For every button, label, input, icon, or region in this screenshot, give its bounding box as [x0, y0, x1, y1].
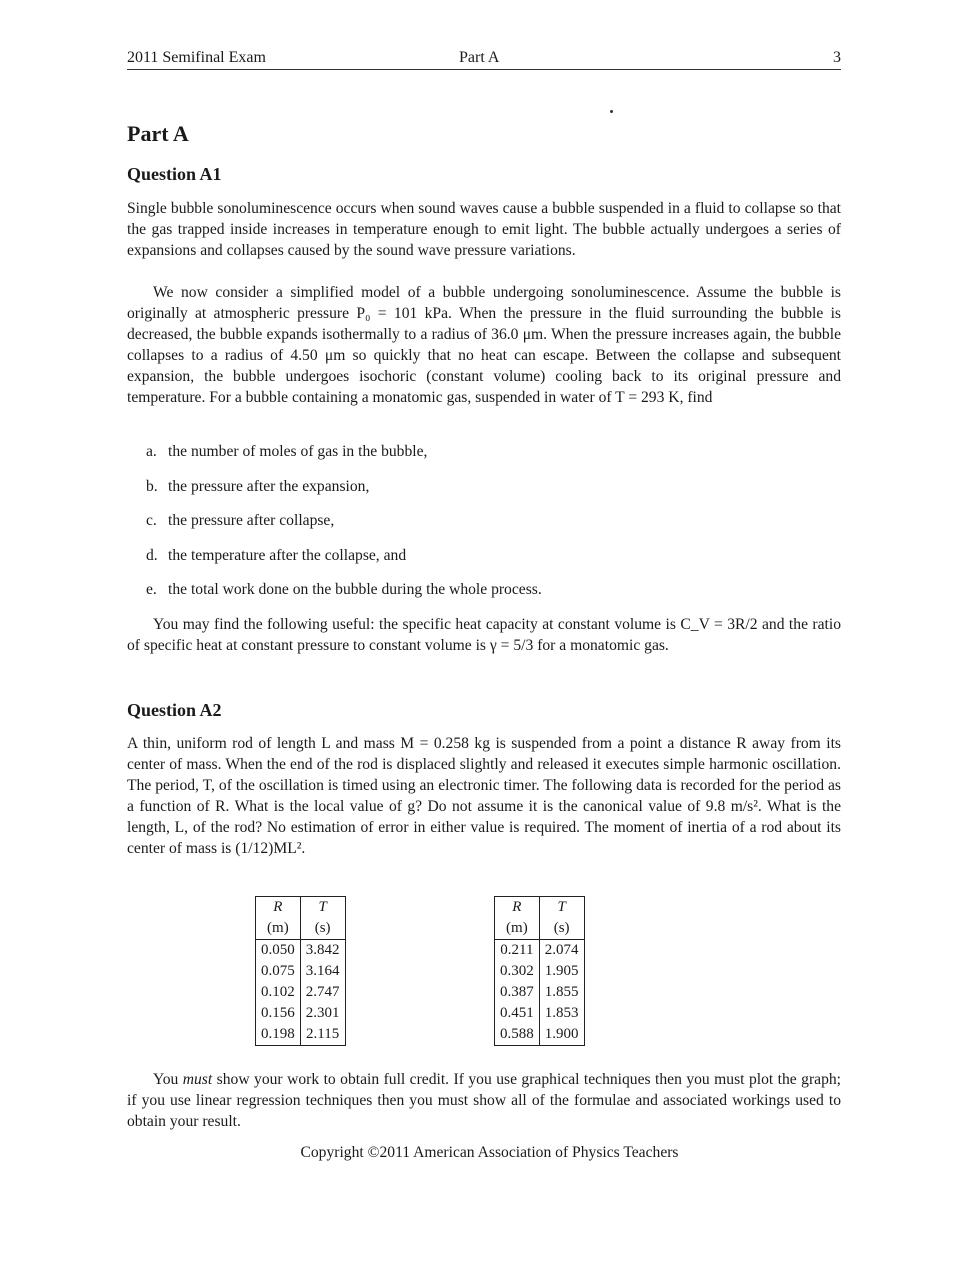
stray-mark: [610, 110, 613, 113]
list-item: e. the total work done on the bubble during the whole process.: [146, 581, 542, 598]
table-row: 0.588 1.900: [495, 1024, 585, 1046]
page-number: 3: [833, 49, 841, 66]
section-label: Part A: [459, 49, 500, 66]
part-title: Part A: [127, 121, 189, 146]
table-row: 0.302 1.905: [495, 961, 585, 982]
table-row: 0.075 3.164: [256, 961, 346, 982]
question-a1-note: You may find the following useful: the specific heat capacity at constant volume is C_V = 3R/2 and the ratio of specific heat at constant pressure to constant volume is γ = 5/3 for a monatomic gas.: [127, 616, 841, 654]
copyright-notice: Copyright ©2011 American Association of Physics Teachers: [300, 1144, 679, 1161]
table-row: 0.102 2.747: [256, 982, 346, 1003]
list-item: a. the number of moles of gas in the bubble,: [146, 443, 428, 460]
table-row: 0.198 2.115: [256, 1024, 346, 1046]
table-row: 0.050 3.842: [256, 940, 346, 962]
question-a1-setup: We now consider a simplified model of a bubble undergoing sonoluminescence. Assume the bubble is originally at atmospheric pressure P₀ = 101 kPa. When the pressure in the fluid surrounding the bubble is decreased, the bubble expands isothermally to a radius of 36.0 μm. When the pressure increases again, the bubble collapses to a radius of 4.50 μm so quickly that no heat can escape. Between the collapse and subsequent expansion, the bubble undergoes isochoric (constant volume) cooling back to its original pressure and temperature. For a bubble containing a monatomic gas, suspended in water of T = 293 K, find: [127, 284, 841, 406]
table-row: 0.451 1.853: [495, 1003, 585, 1024]
table-row: 0.156 2.301: [256, 1003, 346, 1024]
data-table-left: R T (m) (s) 0.050 3.842 0.075 3.164 0.102 2.747 0.156 2.301 0.198 2.115: [255, 896, 346, 1046]
table-row: 0.211 2.074: [495, 940, 585, 962]
table-row: 0.387 1.855: [495, 982, 585, 1003]
question-a2-title: Question A2: [127, 700, 222, 720]
question-a2-text: A thin, uniform rod of length L and mass M = 0.258 kg is suspended from a point a distance R away from its center of mass. When the end of the rod is displaced slightly and released it executes simple harmonic oscillation. The period, T, of the oscillation is timed using an electronic timer. The following data is recorded for the period as a function of R. What is the local value of g? Do not assume it is the canonical value of 9.8 m/s². What is the length, L, of the rod? No estimation of error in either value is required. The moment of inertia of a rod about its center of mass is (1/12)ML².: [127, 735, 841, 857]
question-a1-title: Question A1: [127, 164, 222, 184]
list-item: b. the pressure after the expansion,: [146, 478, 370, 495]
question-a2-closing: You must show your work to obtain full credit. If you use graphical techniques then you must plot the graph; if you use linear regression techniques then you must show all of the formulae and associated workings used to obtain your result.: [127, 1071, 841, 1130]
list-item: c. the pressure after collapse,: [146, 512, 335, 529]
data-table-right: R T (m) (s) 0.211 2.074 0.302 1.905 0.387 1.855 0.451 1.853 0.588 1.900: [494, 896, 585, 1046]
exam-title: 2011 Semifinal Exam: [127, 49, 266, 66]
question-a1-intro: Single bubble sonoluminescence occurs when sound waves cause a bubble suspended in a fluid to collapse so that the gas trapped inside increases in temperature enough to emit light. The bubble actually undergoes a series of expansions and collapses caused by the sound wave pressure variations.: [127, 200, 841, 259]
list-item: d. the temperature after the collapse, and: [146, 547, 407, 564]
page-header: [127, 47, 841, 70]
